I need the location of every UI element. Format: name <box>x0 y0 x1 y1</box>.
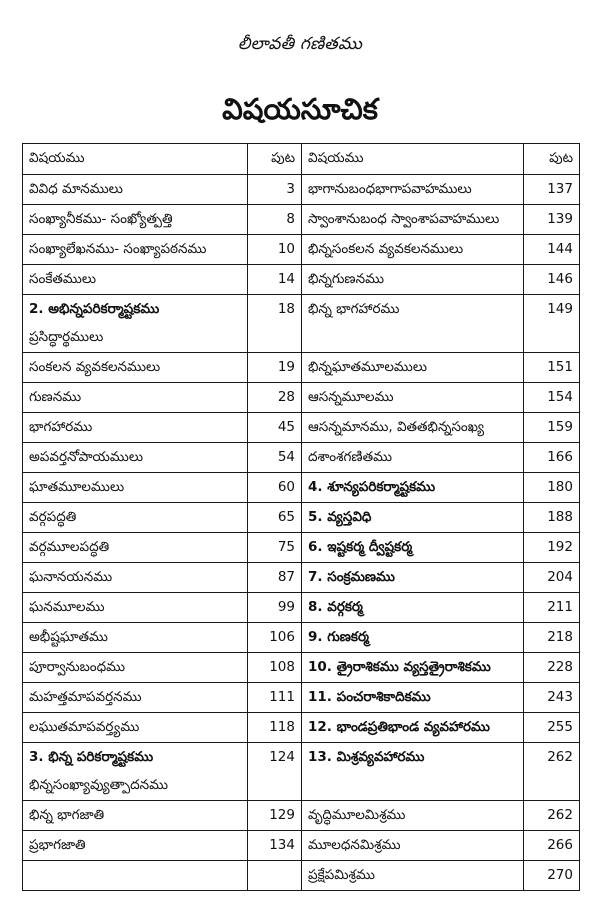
entry-subject-left <box>23 443 248 473</box>
entry-title: ఘాతమూలములు <box>29 479 125 495</box>
table-row <box>23 413 580 443</box>
table-row <box>23 205 580 235</box>
entry-subject-right: 6. ఇష్టకర్మ ద్వీష్టకర్మ <box>302 533 524 563</box>
table-row <box>23 713 580 743</box>
entry-page-left: 3 <box>248 175 302 205</box>
table-row <box>23 353 580 383</box>
entry-subject-left <box>23 593 248 623</box>
entry-title: సంఖ్యానీకము- సంఖ్యోత్పత్తి <box>29 211 173 227</box>
header-subject-right: విషయము <box>302 144 524 175</box>
entry-subject-left <box>23 533 248 563</box>
entry-title: లఘుతమాపవర్త్యము <box>29 719 140 735</box>
entry-page-left: 118 <box>248 713 302 743</box>
page-title: విషయసూచిక <box>222 92 378 126</box>
entry-page-right: 154 <box>524 383 580 413</box>
entry-subject-left <box>23 563 248 593</box>
entry-page-right: 262 <box>524 801 580 831</box>
entry-subject-left <box>23 265 248 295</box>
entry-page-left: 75 <box>248 533 302 563</box>
entry-page-right: 149 <box>524 295 580 353</box>
entry-title: 3. భిన్న పరికర్మాష్టకము <box>29 749 154 765</box>
entry-subject-right: స్వాంశానుబంధ స్వాంశాపవాహములు <box>302 205 524 235</box>
entry-title: వివిధ మానములు <box>29 181 123 197</box>
entry-page-left: 8 <box>248 205 302 235</box>
entry-title: వర్గపద్ధతి <box>29 509 77 525</box>
entry-subtitle: భిన్నసంఖ్యావ్యుత్పాదనము <box>29 777 169 793</box>
entry-page-right: 211 <box>524 593 580 623</box>
entry-page-right: 255 <box>524 713 580 743</box>
entry-subject-left <box>23 235 248 265</box>
entry-title: వర్గమూలపద్ధతి <box>29 539 110 555</box>
entry-page-left: 14 <box>248 265 302 295</box>
entry-title: మహత్తమాపవర్తనము <box>29 689 142 705</box>
entry-subject-right: ఆసన్నమానము, వితతభిన్నసంఖ్య <box>302 413 524 443</box>
entry-page-left: 19 <box>248 353 302 383</box>
entry-subject-right: భిన్న భాగహారము <box>302 295 524 353</box>
header-page-left: పుట <box>248 144 302 175</box>
entry-page-right: 270 <box>524 861 580 891</box>
entry-page-left: 108 <box>248 653 302 683</box>
entry-page-left: 87 <box>248 563 302 593</box>
entry-subject-left <box>23 801 248 831</box>
entry-subject-right: 7. సంక్రమణము <box>302 563 524 593</box>
entry-page-left: 18 <box>248 295 302 353</box>
table-row <box>23 831 580 861</box>
table-row <box>23 235 580 265</box>
entry-subject-right: ప్రక్షేపమిశ్రము <box>302 861 524 891</box>
entry-subject-left <box>23 861 248 891</box>
entry-page-right: 266 <box>524 831 580 861</box>
entry-page-right: 137 <box>524 175 580 205</box>
entry-page-right: 192 <box>524 533 580 563</box>
entry-title: 2. అభిన్నపరికర్మాష్టకము <box>29 301 160 317</box>
entry-subject-left <box>23 413 248 443</box>
entry-page-right: 228 <box>524 653 580 683</box>
entry-subject-left <box>23 205 248 235</box>
entry-title: అభీష్టఘాతము <box>29 629 108 645</box>
table-row <box>23 593 580 623</box>
entry-page-left: 45 <box>248 413 302 443</box>
entry-title: సంకలన వ్యవకలనములు <box>29 359 161 375</box>
entry-page-right: 151 <box>524 353 580 383</box>
entry-title: ఘనానయనము <box>29 569 113 585</box>
entry-page-left: 129 <box>248 801 302 831</box>
table-row <box>23 653 580 683</box>
table-row <box>23 623 580 653</box>
entry-subject-right: ఆసన్నమూలము <box>302 383 524 413</box>
table-row <box>23 861 580 891</box>
header-page-right: పుట <box>524 144 580 175</box>
table-row <box>23 563 580 593</box>
entry-page-right: 243 <box>524 683 580 713</box>
table-row <box>23 801 580 831</box>
entry-title: ప్రభాగజాతి <box>29 837 86 853</box>
entry-subject-left <box>23 743 248 801</box>
entry-subject-right: 9. గుణకర్మ <box>302 623 524 653</box>
entry-page-right: 144 <box>524 235 580 265</box>
table-row <box>23 743 580 801</box>
table-row <box>23 503 580 533</box>
entry-page-left: 124 <box>248 743 302 801</box>
entry-title: భాగహారము <box>29 419 93 435</box>
entry-page-left <box>248 861 302 891</box>
table-row <box>23 683 580 713</box>
entry-page-right: 139 <box>524 205 580 235</box>
entry-page-right: 180 <box>524 473 580 503</box>
entry-subject-right: 11. పంచరాశికాదికము <box>302 683 524 713</box>
entry-page-left: 106 <box>248 623 302 653</box>
entry-page-left: 134 <box>248 831 302 861</box>
entry-page-right: 204 <box>524 563 580 593</box>
entry-page-right: 218 <box>524 623 580 653</box>
entry-title: భిన్న భాగజాతి <box>29 807 105 823</box>
entry-page-left: 99 <box>248 593 302 623</box>
entry-subject-right: భిన్నగుణనము <box>302 265 524 295</box>
table-row <box>23 175 580 205</box>
entry-subject-left <box>23 503 248 533</box>
entry-title: పూర్వానుబంధము <box>29 659 126 675</box>
entry-subject-right: 8. వర్గకర్మ <box>302 593 524 623</box>
entry-subject-left <box>23 831 248 861</box>
table-row <box>23 265 580 295</box>
entry-page-left: 28 <box>248 383 302 413</box>
entry-title: అపవర్తనోపాయములు <box>29 449 144 465</box>
entry-subject-right: భిన్నసంకలన వ్యవకలనములు <box>302 235 524 265</box>
entry-page-left: 10 <box>248 235 302 265</box>
entry-subject-right: భిన్నఘాతమూలములు <box>302 353 524 383</box>
entry-subject-right: భాగానుబంధభాగాపవాహములు <box>302 175 524 205</box>
table-row <box>23 473 580 503</box>
entry-subject-right: వృద్ధిమూలమిశ్రము <box>302 801 524 831</box>
entry-subject-left <box>23 295 248 353</box>
header-subject-left: విషయము <box>23 144 248 175</box>
contents-table <box>22 143 580 891</box>
entry-page-right: 262 <box>524 743 580 801</box>
entry-subject-left <box>23 683 248 713</box>
entry-subject-right: 12. భాండప్రతిభాండ వ్యవహారము <box>302 713 524 743</box>
entry-title: గుణనము <box>29 389 82 405</box>
entry-title: సంకేతములు <box>29 271 97 287</box>
table-header-row <box>23 144 580 175</box>
entry-subject-left <box>23 473 248 503</box>
table-row <box>23 443 580 473</box>
entry-page-right: 188 <box>524 503 580 533</box>
entry-subject-right: 13. మిశ్రవ్యవహారము <box>302 743 524 801</box>
table-row <box>23 383 580 413</box>
entry-subject-left <box>23 653 248 683</box>
entry-page-left: 60 <box>248 473 302 503</box>
running-head: లీలావతీ గణితము <box>237 34 363 54</box>
entry-page-right: 146 <box>524 265 580 295</box>
entry-title: ఘనమూలము <box>29 599 105 615</box>
entry-subject-right: దశాంశగణితము <box>302 443 524 473</box>
entry-subject-right: 4. శూన్యపరికర్మాష్టకము <box>302 473 524 503</box>
entry-page-left: 111 <box>248 683 302 713</box>
entry-subject-right: మూలధనమిశ్రము <box>302 831 524 861</box>
entry-page-right: 159 <box>524 413 580 443</box>
entry-title: సంఖ్యాలేఖనము- సంఖ్యాపఠనము <box>29 241 207 257</box>
entry-subject-left <box>23 623 248 653</box>
entry-subtitle: ప్రసిద్ధార్థములు <box>29 329 104 345</box>
entry-page-left: 54 <box>248 443 302 473</box>
table-row <box>23 533 580 563</box>
table-row <box>23 295 580 353</box>
entry-subject-left <box>23 713 248 743</box>
entry-subject-right: 10. త్రైరాశికము వ్యస్తత్రైరాశికము <box>302 653 524 683</box>
entry-subject-right: 5. వ్యస్తవిధి <box>302 503 524 533</box>
entry-subject-left <box>23 175 248 205</box>
entry-subject-left <box>23 353 248 383</box>
entry-subject-left <box>23 383 248 413</box>
entry-page-left: 65 <box>248 503 302 533</box>
entry-page-right: 166 <box>524 443 580 473</box>
